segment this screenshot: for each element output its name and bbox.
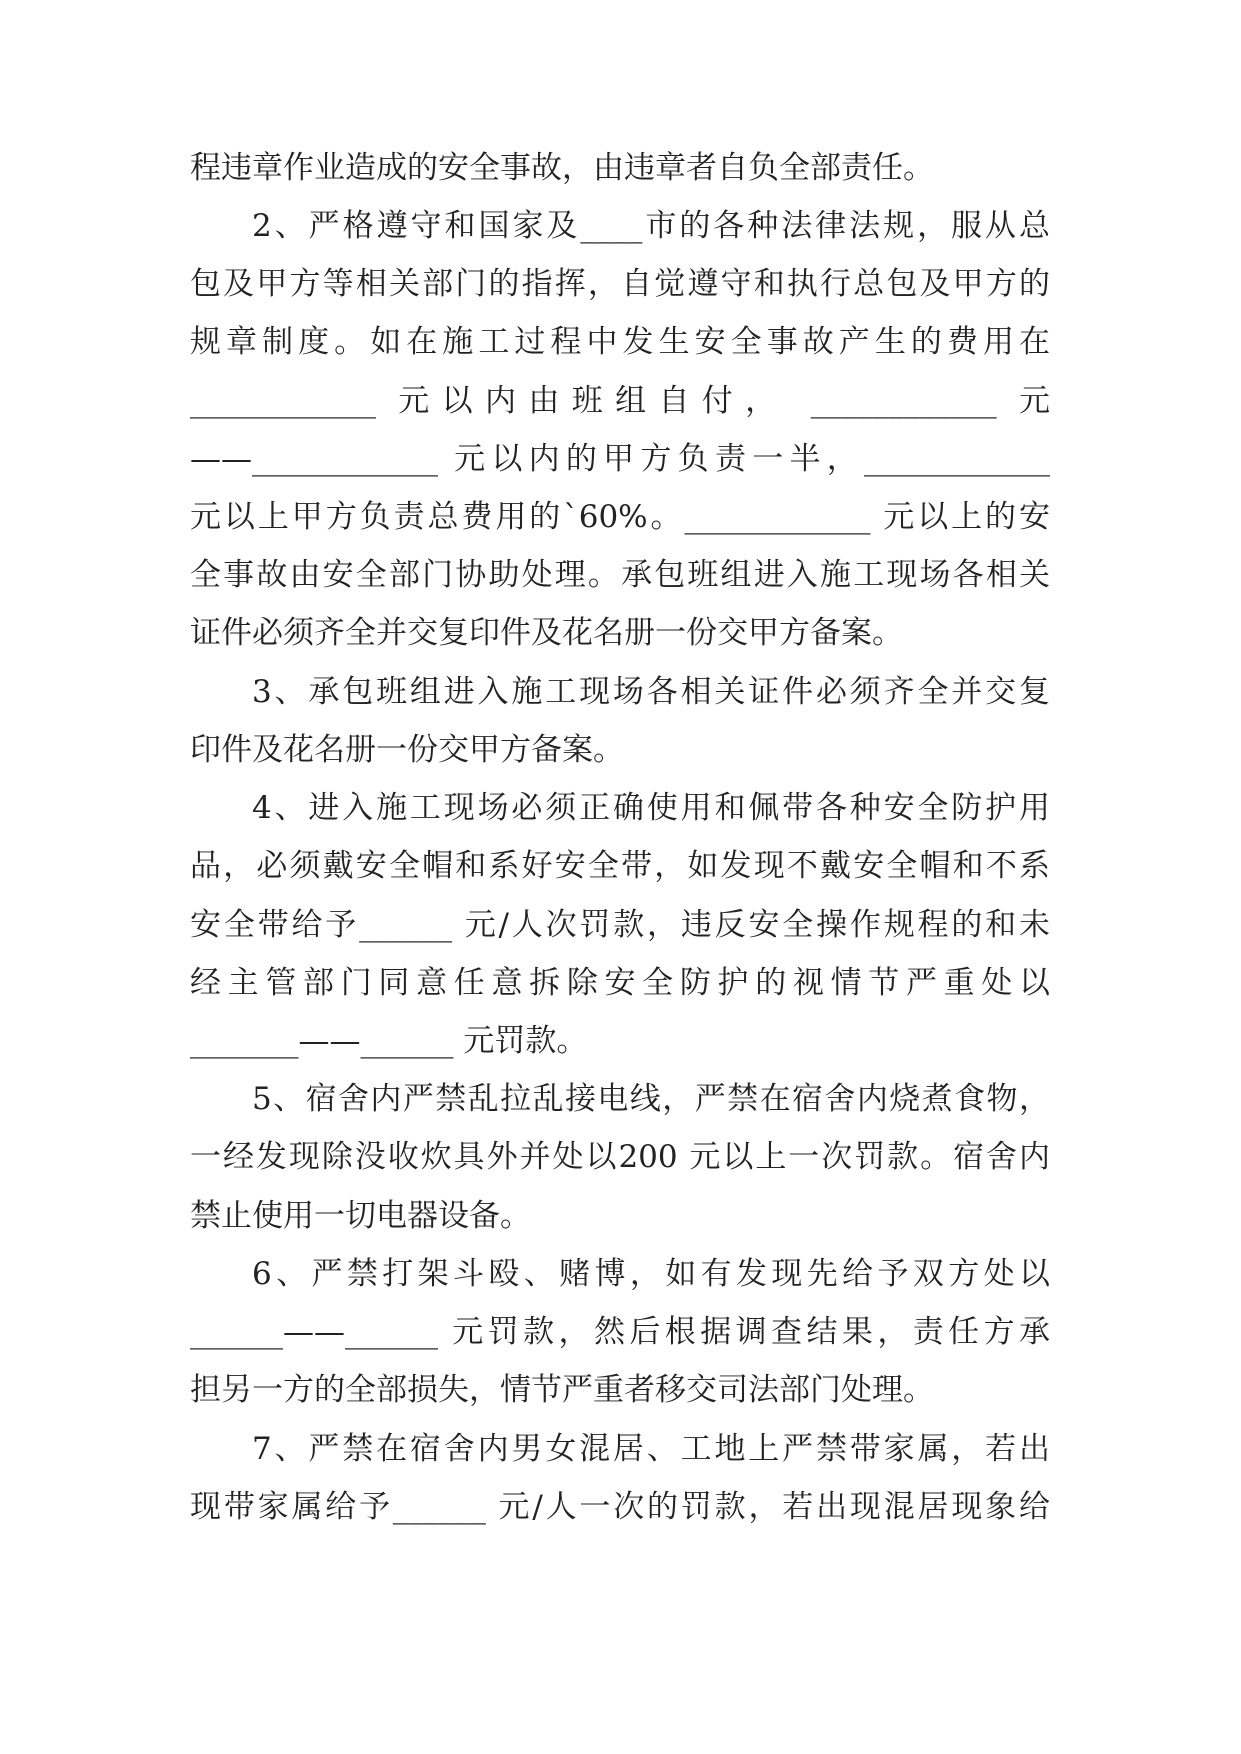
text-line: 元以上甲方负责总费用的`60%。____________ 元以上的安: [190, 499, 1050, 535]
text-line: 3、承包班组进入施工现场各相关证件必须齐全并交复: [252, 674, 1050, 710]
text-line: ____________ 元以内由班组自付， ____________ 元: [190, 383, 1050, 419]
text-line: 2、严格遵守和国家及____市的各种法律法规，服从总: [252, 208, 1050, 244]
text-line: ——____________ 元以内的甲方负责一半，____________: [190, 441, 1050, 477]
text-line: 印件及花名册一份交甲方备案。: [190, 732, 624, 768]
text-line: 5、宿舍内严禁乱拉乱接电线，严禁在宿舍内烧煮食物，: [252, 1081, 1050, 1117]
text-line: 7、严禁在宿舍内男女混居、工地上严禁带家属，若出: [252, 1431, 1050, 1467]
text-line: 担另一方的全部损失，情节严重者移交司法部门处理。: [190, 1372, 934, 1408]
text-line: 证件必须齐全并交复印件及花名册一份交甲方备案。: [190, 615, 903, 651]
text-line: 经主管部门同意任意拆除安全防护的视情节严重处以: [190, 965, 1050, 1001]
text-line: 程违章作业造成的安全事故，由违章者自负全部责任。: [190, 150, 934, 186]
text-line: 全事故由安全部门协助处理。承包班组进入施工现场各相关: [190, 557, 1050, 593]
text-line: _______——______ 元罚款。: [190, 1023, 588, 1059]
text-line: 6、严禁打架斗殴、赌博，如有发现先给予双方处以: [252, 1256, 1050, 1292]
text-line: 包及甲方等相关部门的指挥，自觉遵守和执行总包及甲方的: [190, 266, 1050, 302]
text-line: 规章制度。如在施工过程中发生安全事故产生的费用在: [190, 324, 1050, 360]
text-line: 现带家属给予______ 元/人一次的罚款，若出现混居现象给: [190, 1489, 1050, 1525]
text-line: 禁止使用一切电器设备。: [190, 1198, 531, 1234]
text-line: 品，必须戴安全帽和系好安全带，如发现不戴安全帽和不系: [190, 848, 1050, 884]
text-line: 安全带给予______ 元/人次罚款，违反安全操作规程的和未: [190, 907, 1050, 943]
text-line: ______——______ 元罚款，然后根据调查结果，责任方承: [190, 1314, 1050, 1350]
text-line: 一经发现除没收炊具外并处以200 元以上一次罚款。宿舍内: [190, 1139, 1050, 1175]
text-line: 4、进入施工现场必须正确使用和佩带各种安全防护用: [252, 790, 1050, 826]
